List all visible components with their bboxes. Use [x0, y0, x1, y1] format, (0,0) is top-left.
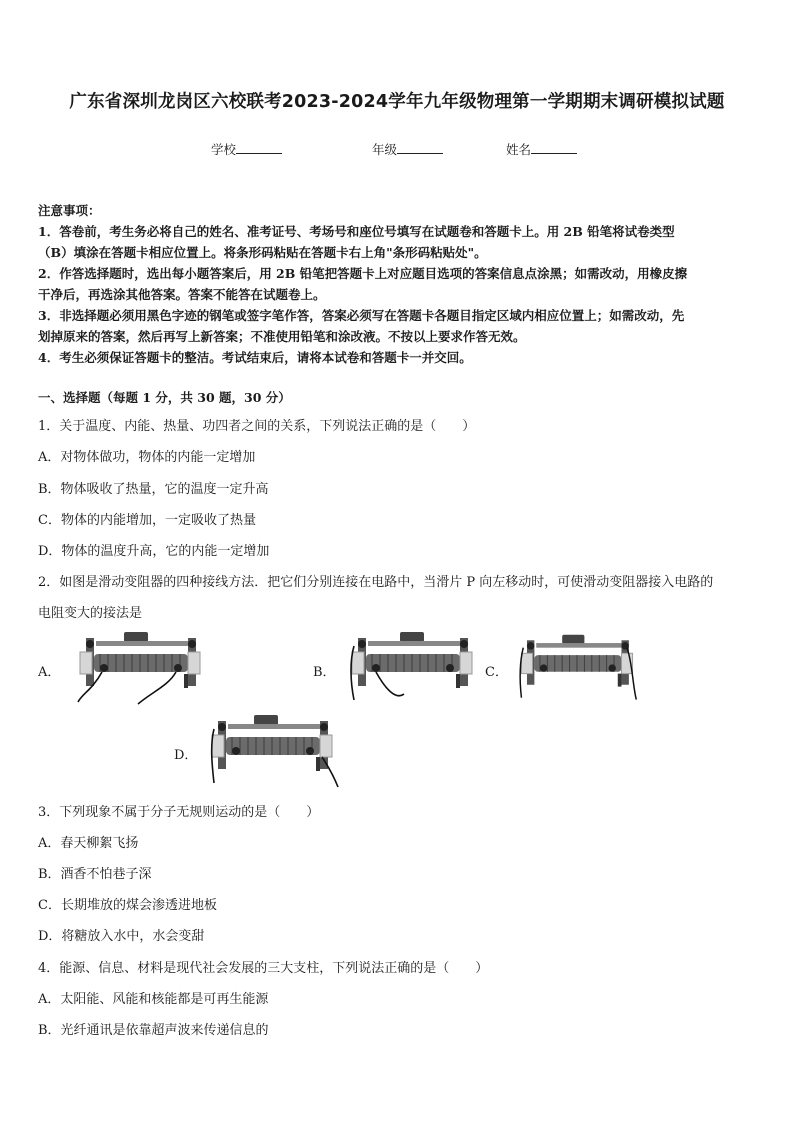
notes-line: 4．考生必须保证答题卡的整洁。考试结束后，请将本试卷和答题卡一并交回。: [38, 350, 472, 365]
notes-line: 干净后，再选涂其他答案。答案不能答在试题卷上。: [38, 287, 326, 302]
question-2-stem-cont: 电阻变大的接法是: [38, 606, 143, 621]
q1-option-d: D．物体的温度升高，它的内能一定增加: [38, 544, 270, 559]
grade-field: [372, 140, 443, 158]
q2-option-a-label: A．: [38, 665, 61, 680]
q1-option-c: C．物体的内能增加，一定吸收了热量: [38, 513, 256, 528]
notes-line: 划掉原来的答案，然后再写上新答案；不准使用铅笔和涂改液。不按以上要求作答无效。: [38, 329, 526, 344]
q3-option-c: C．长期堆放的煤会渗透进地板: [38, 898, 217, 913]
q3-option-a: A．春天柳絮飞扬: [38, 836, 139, 851]
rheostat-image-c: [514, 630, 640, 708]
notes-line: 2．作答选择题时，选出每小题答案后，用 2B 铅笔把答题卡上对应题目选项的答案信息点涂黑；如需改动，用橡皮擦: [38, 266, 688, 281]
notes-line: 1．答卷前，考生务必将自己的姓名、准考证号、考场号和座位号填写在试题卷和答题卡上。用 2B 铅笔将试卷类型: [38, 224, 675, 239]
school-field: [211, 140, 282, 158]
q2-option-b-label: B．: [313, 665, 336, 680]
notes-heading: 注意事项：: [38, 203, 101, 218]
section-heading: 一、选择题（每题 1 分，共 30 题，30 分）: [38, 390, 291, 405]
name-label: 姓名: [506, 142, 532, 157]
rheostat-image-a: [72, 630, 208, 708]
q2-option-d-label: D．: [174, 748, 198, 763]
school-blank: [236, 141, 282, 154]
q4-option-a: A．太阳能、风能和核能都是可再生能源: [38, 992, 269, 1007]
q3-option-d: D．将糖放入水中，水会变甜: [38, 929, 205, 944]
q2-option-c-label: C．: [485, 665, 508, 680]
rheostat-image-d: [204, 713, 340, 791]
notes-line: 3．非选择题必须用黑色字迹的钢笔或签字笔作答，答案必须写在答题卡各题目指定区域内相应位置上；如需改动，先: [38, 308, 685, 323]
school-label: 学校: [211, 142, 237, 157]
q1-option-b: B．物体吸收了热量，它的温度一定升高: [38, 482, 269, 497]
grade-blank: [397, 141, 443, 154]
name-blank: [531, 141, 577, 154]
question-4-stem: 4．能源、信息、材料是现代社会发展的三大支柱，下列说法正确的是（ ）: [38, 961, 489, 976]
grade-label: 年级: [372, 142, 398, 157]
q1-option-a: A．对物体做功，物体的内能一定增加: [38, 450, 256, 465]
question-3-stem: 3．下列现象不属于分子无规则运动的是（ ）: [38, 805, 320, 820]
q3-option-b: B．酒香不怕巷子深: [38, 867, 152, 882]
page-title: 广东省深圳龙岗区六校联考2023-2024学年九年级物理第一学期期末调研模拟试题: [69, 92, 725, 112]
notes-line: （B）填涂在答题卡相应位置上。将条形码粘贴在答题卡右上角"条形码粘贴处"。: [38, 245, 487, 260]
question-2-stem: 2．如图是滑动变阻器的四种接线方法．把它们分别连接在电路中，当滑片 P 向左移动时，可使滑动变阻器接入电路的: [38, 575, 714, 590]
q4-option-b: B．光纤通讯是依靠超声波来传递信息的: [38, 1023, 269, 1038]
name-field: [506, 140, 577, 158]
question-1-stem: 1．关于温度、内能、热量、功四者之间的关系，下列说法正确的是（ ）: [38, 419, 476, 434]
rheostat-image-b: [344, 630, 480, 708]
